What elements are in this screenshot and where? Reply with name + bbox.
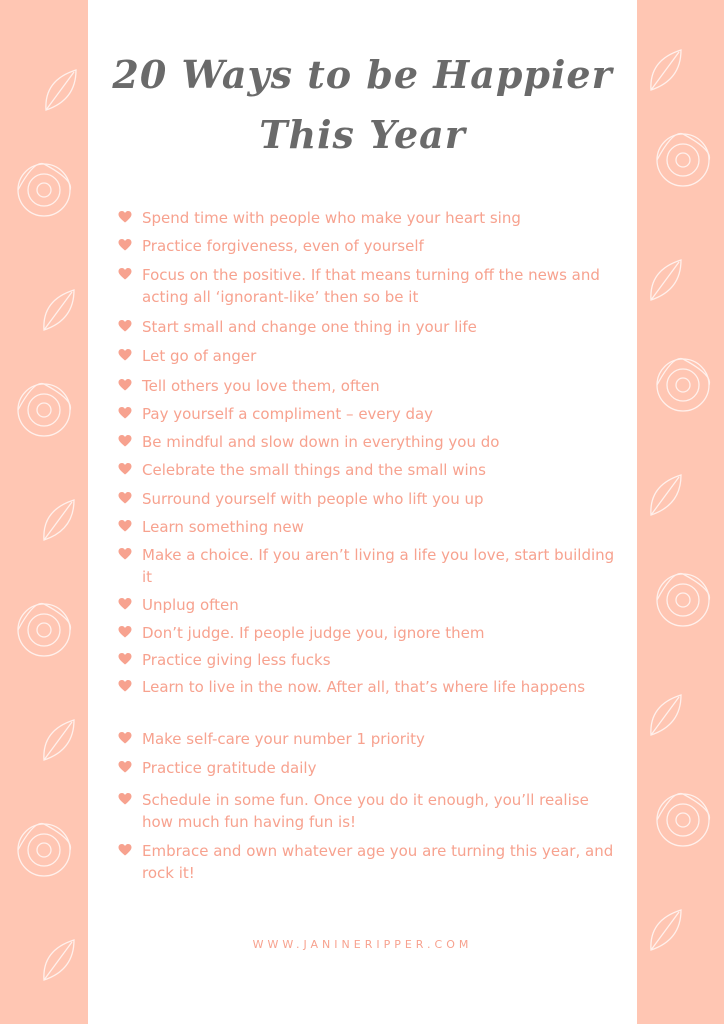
list-item-text: Be mindful and slow down in everything you do [142,433,500,451]
rose-icon [657,794,709,846]
list-item-text: Learn to live in the now. After all, that’s where life happens [142,678,586,696]
leaf-icon [651,260,681,300]
leaf-icon [651,50,681,90]
heart-icon [118,519,132,533]
list-item-text: Unplug often [142,596,239,614]
heart-icon [118,625,132,639]
heart-icon [118,348,132,362]
heart-icon [118,597,132,611]
leaf-icon [44,500,74,540]
leaf-icon [44,940,74,980]
left-floral-border [0,0,88,1024]
heart-icon [118,210,132,224]
list-item-text: Start small and change one thing in your life [142,318,477,336]
heart-icon [118,238,132,252]
rose-icon [18,604,70,656]
heart-icon [118,491,132,505]
heart-icon [118,434,132,448]
list-item-text: Surround yourself with people who lift you up [142,490,484,508]
right-floral-border [637,0,724,1024]
list-item-text: Learn something new [142,518,304,536]
heart-icon [118,406,132,420]
floral-pattern [637,0,724,1024]
leaf-icon [651,910,681,950]
rose-icon [18,824,70,876]
page-title-line-1: 20 Ways to be Happier [112,52,613,97]
list-item-text: Celebrate the small things and the small wins [142,461,486,479]
list-item-text: Tell others you love them, often [142,377,380,395]
floral-pattern [0,0,88,1024]
heart-icon [118,843,132,857]
heart-icon [118,319,132,333]
heart-icon [118,267,132,281]
page-title-line-2: This Year [259,112,466,157]
list-item-text: Embrace and own whatever age you are turning this year, and rock it! [142,842,614,882]
rose-icon [657,359,709,411]
leaf-icon [46,70,76,110]
leaf-icon [651,695,681,735]
heart-icon [118,547,132,561]
list-item-text: Pay yourself a compliment – every day [142,405,434,423]
website-url: WWW.JANINERIPPER.COM [252,938,473,951]
rose-icon [18,164,70,216]
rose-icon [657,574,709,626]
leaf-icon [44,720,74,760]
list-item-text: Make self-care your number 1 priority [142,730,425,748]
list-item-text: Schedule in some fun. Once you do it enough, you’ll realise how much fun having fun is! [142,791,589,831]
heart-icon [118,462,132,476]
heart-icon [118,679,132,693]
heart-icon [118,378,132,392]
leaf-icon [44,290,74,330]
list-item-text: Focus on the positive. If that means turning off the news and acting all ‘ignorant-like’ then so be it [142,266,600,306]
list-item-text: Practice gratitude daily [142,759,317,777]
heart-icon [118,792,132,806]
leaf-icon [651,475,681,515]
heart-icon [118,760,132,774]
content-panel [88,0,637,1024]
rose-icon [657,134,709,186]
heart-icon [118,652,132,666]
list-item-text: Practice giving less fucks [142,651,331,669]
list-item-text: Let go of anger [142,347,257,365]
heart-icon [118,731,132,745]
list-item-text: Practice forgiveness, even of yourself [142,237,424,255]
list-item-text: Spend time with people who make your heart sing [142,209,521,227]
list-item-text: Make a choice. If you aren’t living a life you love, start building it [142,546,615,586]
rose-icon [18,384,70,436]
list-item-text: Don’t judge. If people judge you, ignore them [142,624,485,642]
